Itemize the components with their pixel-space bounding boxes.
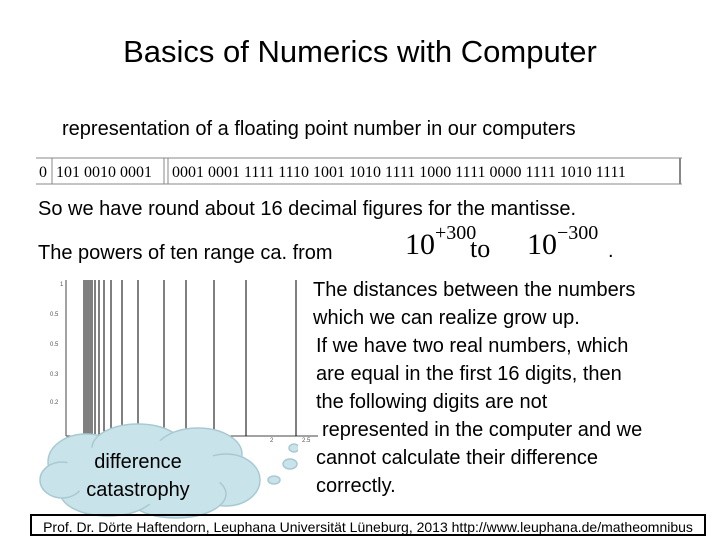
paragraph-line: represented in the computer and we	[322, 419, 643, 441]
power-to: $10^{-300}$	[527, 222, 599, 261]
cloud-bubble	[289, 444, 298, 452]
plot-tick: 1	[60, 282, 64, 288]
paragraph-line: which we can realize grow up.	[313, 307, 580, 329]
footer-credit: Prof. Dr. Dörte Haftendorn, Leuphana Universität Lüneburg, 2013 http://www.leuphana.de/matheomnibus	[30, 514, 706, 536]
mantisse-sentence: So we have round about 16 decimal figures for the mantisse.	[38, 198, 577, 220]
cloud-bubble	[283, 459, 297, 469]
cloud-label-line: difference	[94, 451, 182, 473]
slide-title: Basics of Numerics with Computer	[123, 34, 597, 69]
slide-subtitle: representation of a floating point number in our computers	[62, 118, 576, 140]
plot-tick: 0.2	[50, 400, 59, 406]
bit-representation	[36, 156, 682, 188]
paragraph-line: are equal in the first 16 digits, then	[316, 363, 622, 385]
plot-tick: 2	[270, 438, 274, 444]
power-to-word: to	[470, 234, 491, 263]
mantissa-bits: 0001 0001 1111 1110 1001 1010 1111 1000 1111 0000 1111 1010 1111	[172, 164, 626, 181]
cloud-label-line: catastrophy	[86, 479, 190, 501]
exponent-bits: 101 0010 0001	[56, 164, 152, 181]
paragraph-line: cannot calculate their difference	[316, 447, 599, 469]
plot-tick: 0.5	[50, 312, 59, 318]
power-from: $10^{+300}$	[405, 222, 477, 261]
paragraph-line: If we have two real numbers, which	[316, 335, 629, 357]
power-period: .	[608, 240, 614, 262]
paragraph-line: The distances between the numbers	[313, 279, 636, 301]
powers-sentence: The powers of ten range ca. from	[38, 242, 333, 264]
paragraph-line: correctly.	[316, 475, 396, 497]
plot-tick: 0.5	[50, 342, 59, 348]
plot-tick: 2.5	[302, 438, 311, 444]
cloud-bubble	[268, 476, 280, 484]
paragraph-line: the following digits are not	[316, 391, 548, 413]
plot-tick: 0.3	[50, 372, 59, 378]
cloud-label	[58, 448, 218, 504]
sign-bit: 0	[39, 164, 47, 181]
